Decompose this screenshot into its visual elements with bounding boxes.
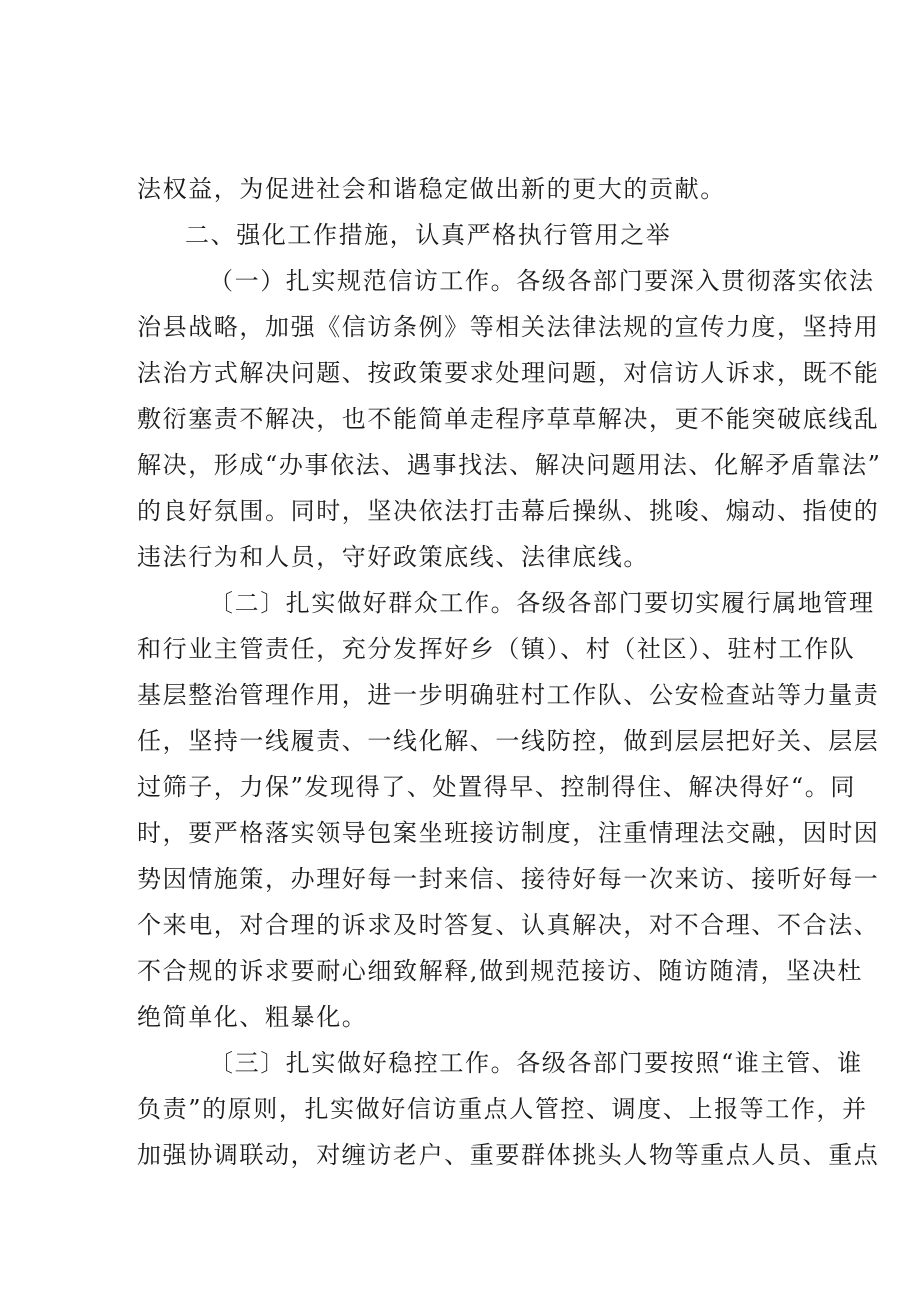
paragraph-line: 违法行为和人员，守好政策底线、法律底线。 (137, 543, 649, 571)
paragraph-line: 法治方式解决问题、按政策要求处理问题，对信访人诉求，既不能 (137, 359, 880, 387)
document-body (137, 166, 882, 1178)
paragraph-line: 时，要严格落实领导包案坐班接访制度，注重情理法交融，因时因 (137, 819, 880, 847)
paragraph-line: 〔二〕扎实做好群众工作。各级各部门要切实履行属地管理 (209, 589, 875, 617)
intro-tail-line: 法权益，为促进社会和谐稳定做出新的更大的贡献。 (137, 175, 726, 203)
paragraph-line: 过筛子，力保”发现得了、处置得早、控制得住、解决得好“。同 (137, 773, 856, 801)
paragraph-line: 治县战略，加强《信访条例》等相关法律法规的宣传力度，坚持用 (137, 313, 880, 341)
paragraph-line: 和行业主管责任，充分发挥好乡（镇）、村（社区）、驻村工作队 (137, 635, 856, 663)
paragraph-line: 个来电，对合理的诉求及时答复、认真解决，对不合理、不合法、 (137, 911, 880, 939)
paragraph-line: 解决，形成“办事依法、遇事找法、解决问题用法、化解矛盾靠法” (137, 451, 882, 479)
paragraph-line: 任，坚持一线履责、一线化解、一线防控，做到层层把好关、层层 (137, 727, 880, 755)
paragraph-1 (137, 258, 882, 580)
paragraph-line: 敷衍塞责不解决，也不能简单走程序草草解决，更不能突破底线乱 (137, 405, 880, 433)
paragraph-line: 〔三〕扎实做好稳控工作。各级各部门要按照“谁主管、谁 (209, 1049, 863, 1077)
paragraph-2 (137, 580, 880, 1040)
paragraph-3 (137, 1040, 880, 1178)
paragraph-line: 加强协调联动，对缠访老户、重要群体挑头人物等重点人员、重点 (137, 1141, 880, 1169)
section-heading: 二、强化工作措施，认真严格执行管用之举 (185, 221, 672, 249)
paragraph-line: 负责”的原则，扎实做好信访重点人管控、调度、上报等工作，并 (137, 1095, 868, 1123)
paragraph-line: 不合规的诉求要耐心细致解释,做到规范接访、随访随清，坚决杜 (137, 957, 864, 985)
paragraph-line: 基层整治管理作用，进一步明确驻村工作队、公安检查站等力量责 (137, 681, 880, 709)
paragraph-line: 绝简单化、粗暴化。 (137, 1003, 368, 1031)
paragraph-line: 势因情施策，办理好每一封来信、接待好每一次来访、接听好每一 (137, 865, 880, 893)
paragraph-line: （一）扎实规范信访工作。各级各部门要深入贯彻落实依法 (209, 267, 875, 295)
paragraph-line: 的良好氛围。同时，坚决依法打击幕后操纵、挑唆、煽动、指使的 (137, 497, 880, 525)
